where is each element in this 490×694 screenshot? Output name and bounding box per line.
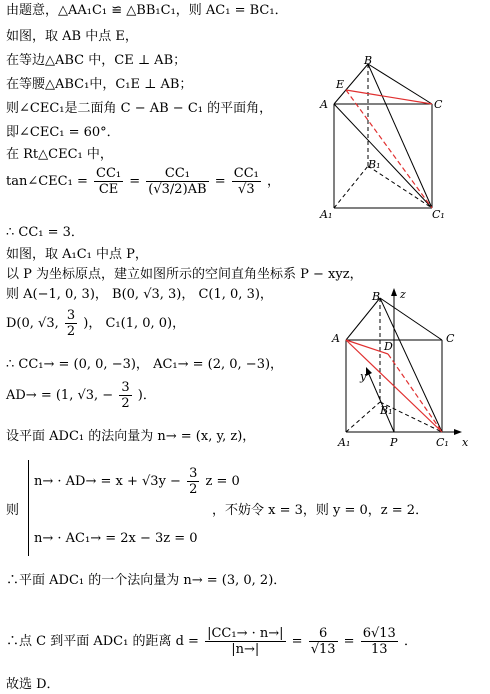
line-4: 在等腰△ABC₁中，C₁E ⊥ AB； xyxy=(6,77,193,92)
line-2: 如图，取 AB 中点 E， xyxy=(6,29,138,44)
fraction-2: $\frac{\text{CC₁}}{(√3/2)AB}$ xyxy=(148,166,207,197)
line-17-note: ，不妨令 x = 3，则 y = 0，z = 2． xyxy=(212,503,429,518)
fraction-3: $\frac{\text{CC₁}}{√3}$ xyxy=(233,166,259,197)
label-z: z xyxy=(400,288,406,301)
distance-fraction-1: $\frac{\text{|CC₁→ · n→|}}{|n\to|}$ xyxy=(207,626,284,657)
red-EC1 xyxy=(346,90,432,208)
line-3: 在等边△ABC 中，CE ⊥ AB； xyxy=(6,53,187,68)
edge-BA xyxy=(346,298,380,340)
line-10: 如图，取 A₁C₁ 中点 P， xyxy=(6,247,148,262)
label-A1: A₁ xyxy=(338,436,351,449)
red-AD xyxy=(346,340,388,354)
label-A: A xyxy=(332,332,340,345)
line-15: AD→ = (1, √3, − $\frac{3}{2}$ )． xyxy=(6,380,156,411)
line-17-then: 则 xyxy=(6,503,20,518)
line-1: 由题意，△AA₁C₁ ≌ △BB₁C₁，则 AC₁ = BC₁． xyxy=(6,3,288,18)
edge-A1B1 xyxy=(334,166,368,208)
edge-AC1 xyxy=(334,104,432,208)
label-B: B xyxy=(364,56,373,67)
line-18: ∴平面 ADC₁ 的一个法向量为 n→ = (3, 0, 2)． xyxy=(6,573,287,588)
red-EC xyxy=(346,90,432,104)
line-12: 则 A(−1, 0, 3)， B(0, √3, 3)， C(1, 0, 3)， xyxy=(6,287,273,302)
line-13: D(0, √3, $\frac{3}{2}$ )， C₁(1, 0, 0)， xyxy=(6,308,186,339)
prism-figure-1 xyxy=(316,56,446,226)
distance-fraction-3: $\frac{6√13}{13}$ xyxy=(362,626,396,657)
line-8: tan∠CEC₁ = $\frac{\text{CC₁}}{CE}$ = $\frac{\text{CC₁}}{(√3/2)AB}$ = $\frac{\text{CC₁}}{√3}$ ， xyxy=(6,166,281,197)
tan-expr: tan∠CEC₁ = xyxy=(6,174,88,189)
line-6: 即∠CEC₁ = 60°． xyxy=(6,125,120,140)
equation-2: n→ · AC₁→ = 2x − 3z = 0 xyxy=(34,531,198,546)
line-7: 在 Rt△CEC₁ 中， xyxy=(6,147,113,162)
line-11: 以 P 为坐标原点，建立如图所示的空间直角坐标系 P − xyz， xyxy=(6,267,363,282)
fraction-1: $\frac{\text{CC₁}}{CE}$ xyxy=(96,166,122,197)
fraction-eq1: $\frac{3}{2}$ xyxy=(189,466,198,497)
edge-BC1 xyxy=(368,64,432,208)
line-20: 故选 D． xyxy=(6,677,60,692)
label-y: y xyxy=(360,370,367,383)
line-14: ∴ CC₁→ = (0, 0, −3)， AC₁→ = (2, 0, −3)， xyxy=(6,357,284,372)
label-D: D xyxy=(384,340,393,353)
fraction-3-2: $\frac{3}{2}$ xyxy=(66,308,76,339)
line-16: 设平面 ADC₁ 的法向量为 n→ = (x, y, z)， xyxy=(6,429,256,444)
x-arrow-icon xyxy=(454,429,462,435)
label-B: B xyxy=(372,290,381,303)
distance-fraction-2: $\frac{6}{√13}$ xyxy=(310,626,336,657)
prism-figure-2 xyxy=(326,284,476,454)
line-5: 则∠CEC₁是二面角 C − AB − C₁ 的平面角， xyxy=(6,101,273,116)
edge-BC xyxy=(368,64,432,104)
z-arrow-icon xyxy=(391,288,397,296)
fraction-3-2b: $\frac{3}{2}$ xyxy=(121,380,130,411)
label-B1: B₁ xyxy=(368,158,381,171)
line-9: ∴ CC₁ = 3． xyxy=(6,225,84,240)
edge-A1B1 xyxy=(346,402,380,432)
red-DC1 xyxy=(388,354,442,432)
label-C: C xyxy=(434,98,443,111)
system-brace xyxy=(28,460,29,556)
label-C1: C₁ xyxy=(432,208,445,221)
label-A: A xyxy=(320,98,328,111)
label-B1: B₁ xyxy=(380,404,393,417)
label-C: C xyxy=(446,332,455,345)
equation-1: n→ · AD→ = x + √3y − $\frac{3}{2}$ z = 0 xyxy=(34,466,240,497)
line-19: ∴点 C 到平面 ADC₁ 的距离 d = $\frac{\text{|CC₁→ · n→|}}{|n\to|}$ = $\frac{6}{√13}$ = $\frac{6√13}{13}$ ． xyxy=(6,626,417,657)
label-C1: C₁ xyxy=(436,436,449,449)
label-E: E xyxy=(336,78,345,91)
label-x: x xyxy=(462,436,469,449)
label-A1: A₁ xyxy=(320,208,333,221)
label-P: P xyxy=(390,436,398,449)
